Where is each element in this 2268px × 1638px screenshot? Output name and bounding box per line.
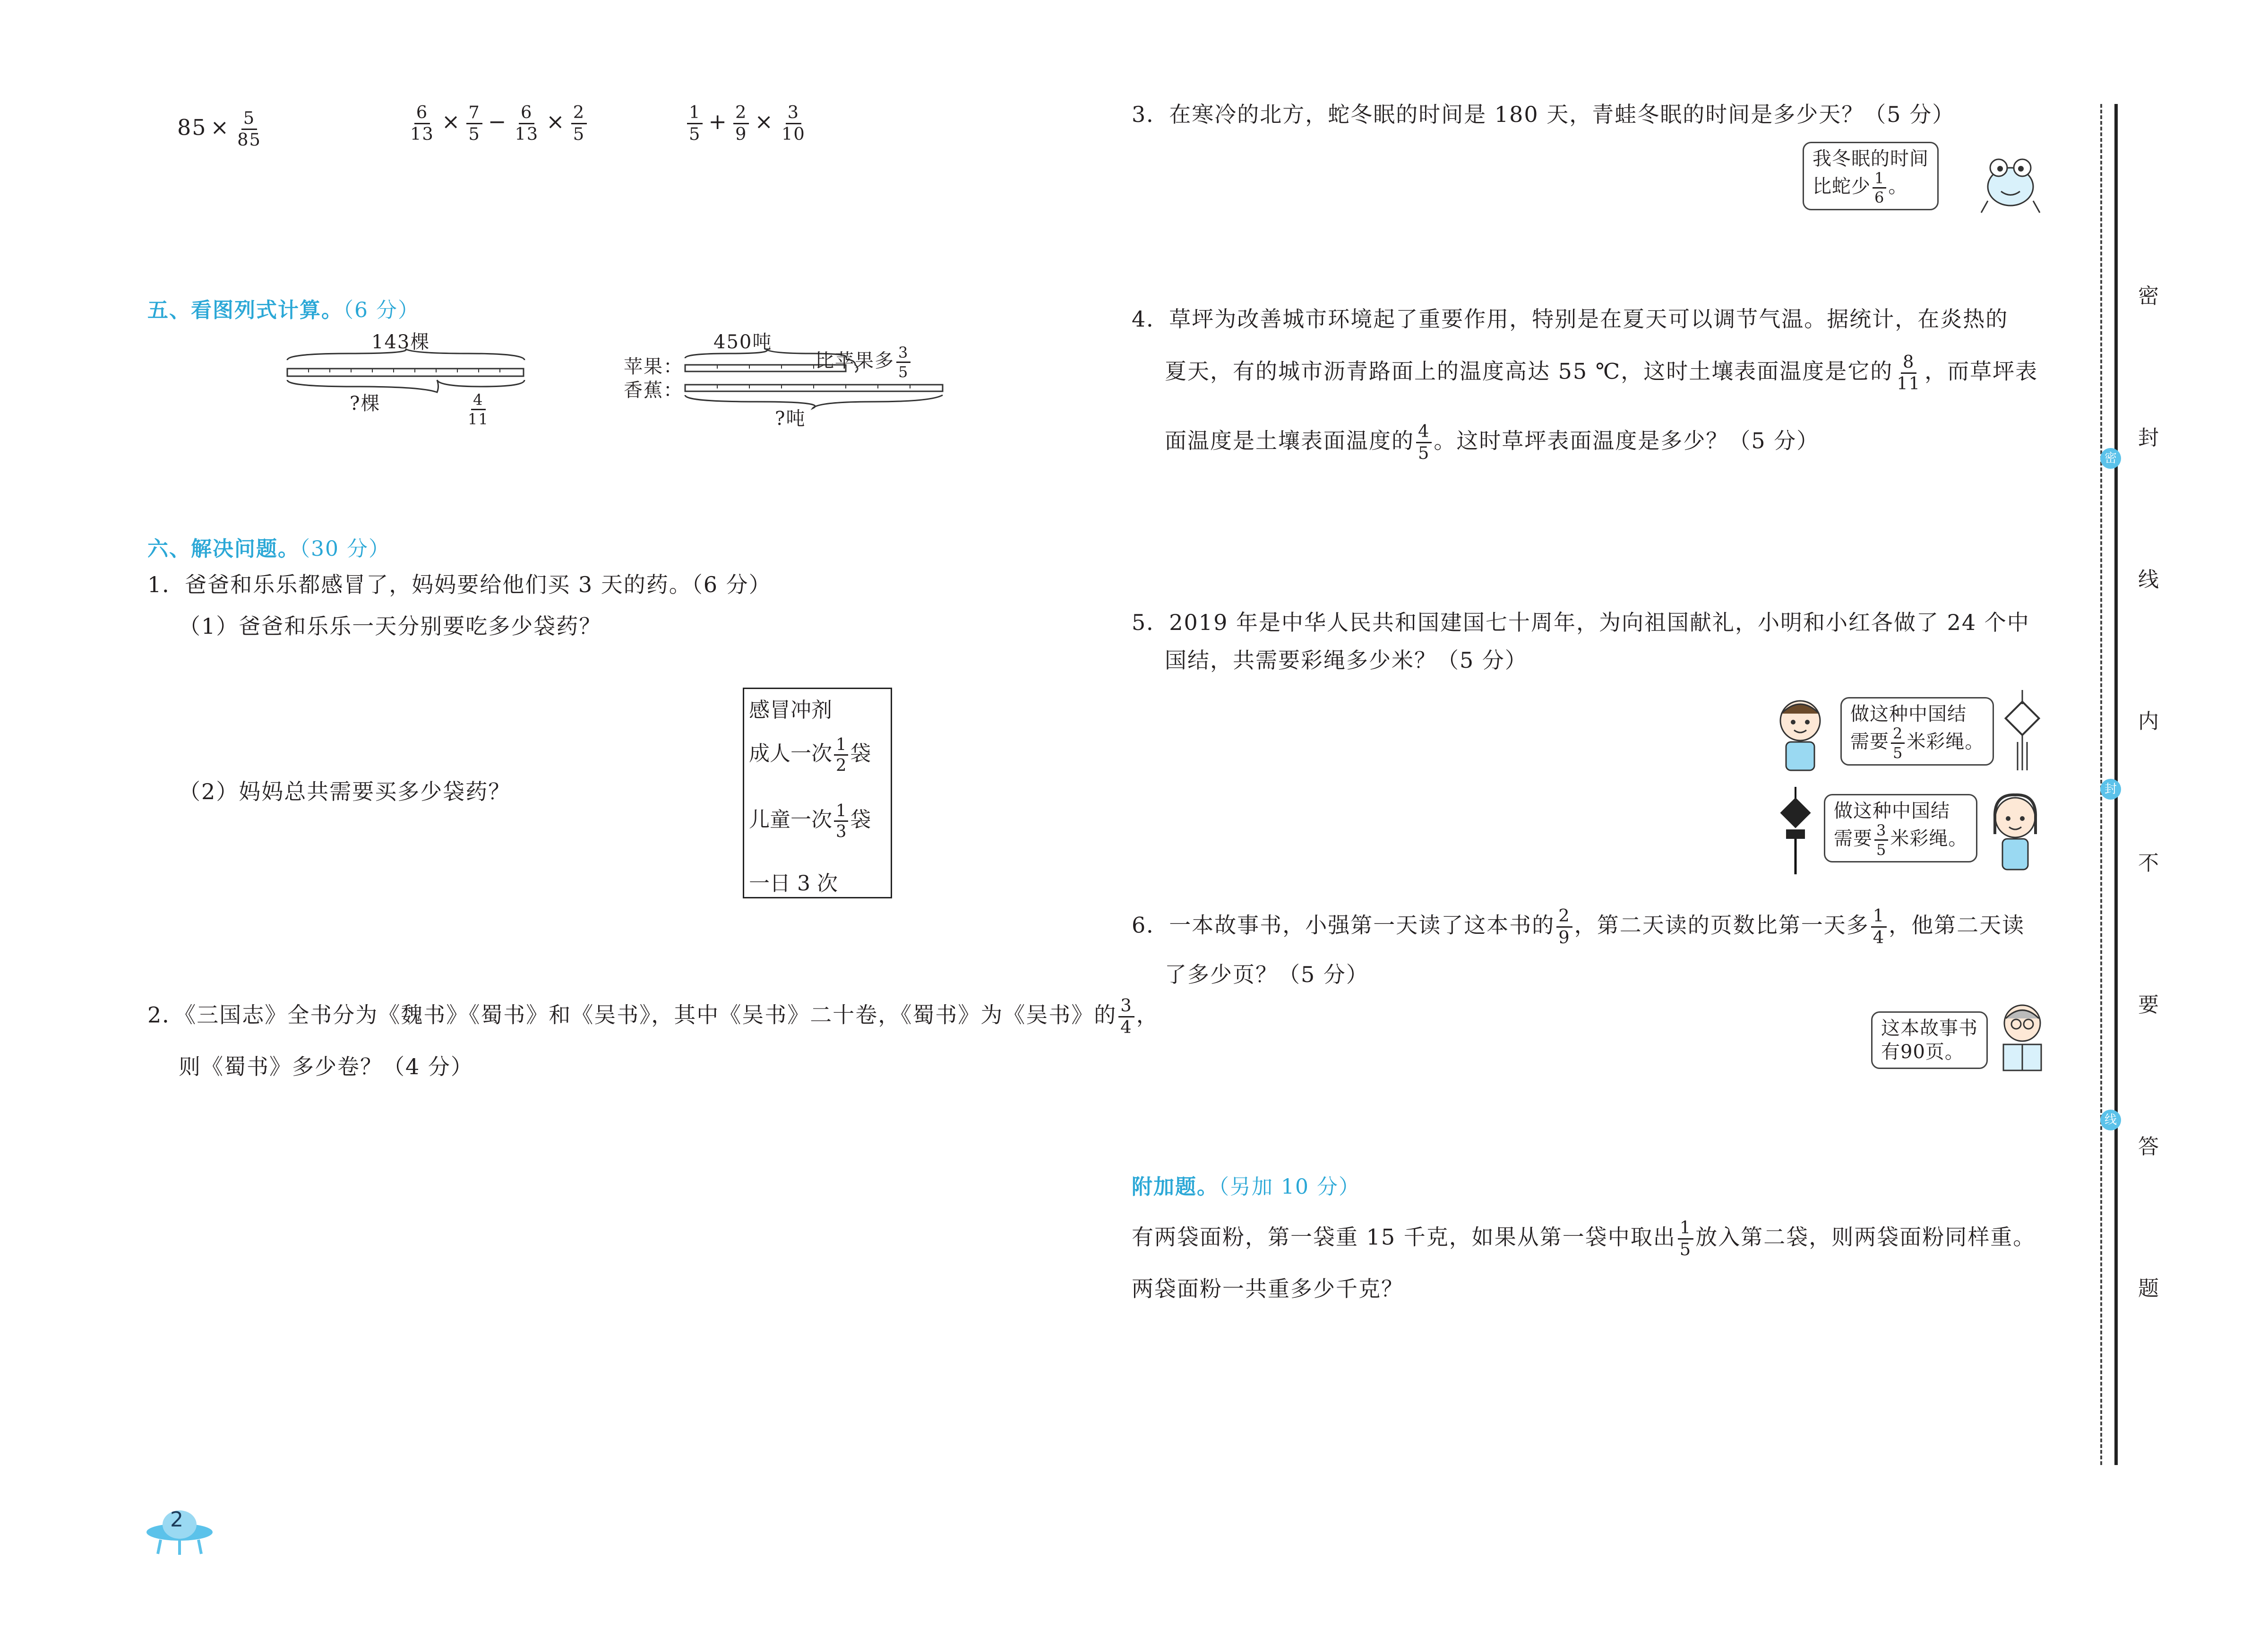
- q4-line3: 面温度是土壤表面温度的 $\frac{4}{5}$ 。这时草坪表面温度是多少？（5 分）: [1165, 421, 1820, 463]
- boy-icon: [1770, 695, 1831, 775]
- q1-sub1: （1）爸爸和乐乐一天分别要吃多少袋药？: [179, 613, 602, 639]
- banana-unknown-label: ?吨: [775, 408, 806, 430]
- seal-char-5: 不: [2138, 851, 2159, 875]
- q2-line2: 则《蜀书》多少卷？（4 分）: [179, 1054, 473, 1079]
- extra-section-title: 附加题。（另加 10 分）: [1132, 1175, 1360, 1199]
- girl-speech-bubble: 做这种中国结 需要 $\frac{3}{5}$ 米彩绳。: [1824, 794, 1977, 862]
- q4-line1: 4．草坪为改善城市环境起了重要作用，特别是在夏天可以调节气温。据统计，在炎热的: [1132, 306, 2009, 332]
- diagram-fruit: [624, 331, 945, 440]
- diagram1-top-label: 143棵: [371, 331, 430, 353]
- extra-line2: 两袋面粉一共重多少千克？: [1132, 1276, 1404, 1302]
- diagram-trees: [279, 331, 539, 444]
- q6-line2: 了多少页？（5 分）: [1165, 962, 1369, 987]
- calc-expression-3: $\frac{1}{5}$ + $\frac{2}{9}$ × $\frac{3}{10}$: [685, 104, 809, 143]
- calc-expression-1: 85 × $\frac{5}{85}$: [177, 108, 261, 150]
- child-dose: 儿童一次 $\frac{1}{3}$ 袋: [749, 801, 871, 842]
- adult-dose: 成人一次 $\frac{1}{2}$ 袋: [749, 735, 871, 776]
- diagram1-fraction: $\frac{4}{11}$: [468, 391, 489, 428]
- section-5-title: 五、看图列式计算。（6 分）: [147, 298, 420, 322]
- medicine-label-box: [743, 688, 892, 898]
- boy-speech-bubble: 做这种中国结 需要 $\frac{2}{5}$ 米彩绳。: [1840, 697, 1994, 766]
- q5-line1: 5．2019 年是中华人民共和国建国七十周年，为向祖国献礼，小明和小红各做了 24 个中: [1132, 610, 2030, 635]
- q2-line1: 2．《三国志》全书分为《魏书》《蜀书》和《吴书》，其中《吴书》二十卷，《蜀书》为《吴书》的 $\frac{3}{4}$ ，: [147, 995, 1159, 1037]
- extra-line1: 有两袋面粉，第一袋重 15 千克，如果从第一袋中取出 $\frac{1}{5}$ 放入第二袋，则两袋面粉同样重。: [1132, 1217, 2036, 1259]
- q1-text: 1．爸爸和乐乐都感冒了，妈妈要给他们买 3 天的药。（6 分）: [147, 572, 772, 597]
- apple-amount-label: 450吨: [713, 331, 773, 353]
- section-6-title: 六、解决问题。（30 分）: [147, 537, 390, 561]
- q1-sub2: （2）妈妈总共需要买多少袋药？: [179, 779, 511, 804]
- seal-dot-1: 密: [2100, 448, 2121, 469]
- frog-icon: [1977, 149, 2044, 220]
- seal-dot-3: 线: [2100, 1110, 2121, 1130]
- seal-char-1: 密: [2138, 284, 2159, 308]
- q5-line2: 国结，共需要彩绳多少米？（5 分）: [1165, 647, 1528, 673]
- chinese-knot-icon-2: [1774, 787, 1817, 877]
- seal-char-6: 要: [2138, 993, 2159, 1017]
- diagram1-left-label: ?棵: [350, 393, 381, 414]
- apple-label: 苹果：: [624, 356, 683, 378]
- banana-label: 香蕉：: [624, 379, 683, 401]
- q6-line1: 6．一本故事书，小强第一天读了这本书的 $\frac{2}{9}$ ，第二天读的页数比第一天多 $\frac{1}{4}$ ，他第二天读: [1132, 905, 2025, 948]
- girl-icon: [1984, 789, 2046, 874]
- medicine-title: 感冒冲剂: [749, 698, 832, 722]
- dose-frequency: 一日 3 次: [749, 871, 838, 896]
- page-number-badge: [142, 1503, 217, 1560]
- q3-text: 3．在寒冷的北方，蛇冬眠的时间是 180 天，青蛙冬眠的时间是多少天？（5 分）: [1132, 102, 1955, 127]
- seal-char-7: 答: [2138, 1135, 2159, 1159]
- chinese-knot-icon: [2001, 690, 2044, 775]
- q4-line2: 夏天，有的城市沥青路面上的温度高达 55 ℃，这时土壤表面温度是它的 $\frac{8}{11}$ ，而草坪表: [1165, 352, 2038, 394]
- seal-char-2: 封: [2138, 426, 2159, 450]
- page-number: 2: [170, 1508, 183, 1532]
- grandpa-speech-bubble: 这本故事书 有90页。: [1871, 1011, 1988, 1069]
- seal-char-8: 题: [2138, 1276, 2159, 1301]
- calc-expression-2: $\frac{6}{13}$ × $\frac{7}{5}$ − $\frac{6}{13}$ × $\frac{2}{5}$: [406, 104, 589, 143]
- more-than-apple-label: 比苹果多 $\frac{3}{5}$: [815, 345, 912, 379]
- seal-dot-2: 封: [2100, 779, 2121, 800]
- seal-char-3: 线: [2138, 568, 2159, 592]
- reader-with-book-icon: [1996, 1000, 2048, 1080]
- frog-speech-bubble: 我冬眠的时间 比蛇少 $\frac{1}{6}$ 。: [1803, 142, 1939, 210]
- seal-char-4: 内: [2138, 709, 2159, 733]
